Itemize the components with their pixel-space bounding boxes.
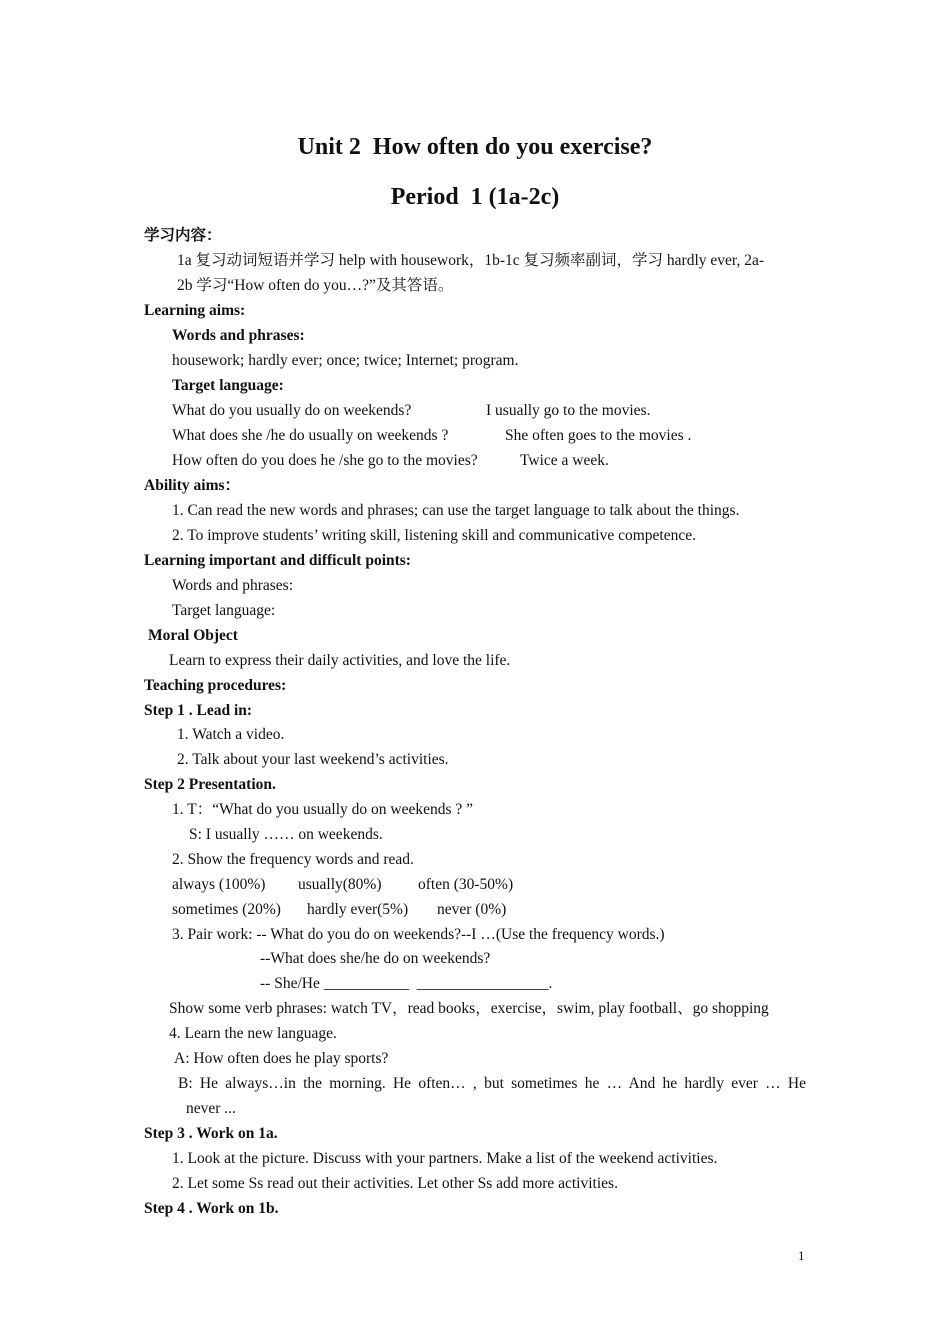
frequency-sometimes: sometimes (20%) (172, 901, 281, 918)
verb-phrases: Show some verb phrases: watch TV，read books，exercise，swim, play football、go shopping (169, 1000, 769, 1017)
content-label: 学习内容： (144, 227, 222, 244)
step2-item-1: 1. T：“What do you usually do on weekends ? ” (172, 801, 474, 818)
step2-item-2: 2. Show the frequency words and read. (172, 851, 414, 868)
target-question-2: What does she /he do usually on weekends ? (172, 427, 449, 444)
step1-heading: Step 1 . Lead in: (144, 702, 253, 719)
important-points-heading: Learning important and difficult points: (144, 552, 411, 569)
step4-heading: Step 4 . Work on 1b. (144, 1200, 279, 1217)
learning-aims-heading: Learning aims: (144, 302, 246, 319)
step2-item-4-b: B: He always…in the morning. He often… , but sometimes he … And he hardly ever … He (178, 1075, 806, 1092)
frequency-often: often (30-50%) (418, 876, 514, 893)
ability-aim-2: 2. To improve students’ writing skill, listening skill and communicative competence. (172, 527, 696, 544)
step2-item-3-question: --What does she/he do on weekends? (260, 950, 491, 967)
frequency-always: always (100%) (172, 876, 266, 893)
document-title: Unit 2 How often do you exercise? (297, 134, 653, 160)
content-line-1: 1a 复习动词短语并学习 help with housework，1b-1c 复习频率副词，学习 hardly ever, 2a- (177, 252, 764, 269)
step2-item-4-c: never ... (186, 1100, 236, 1117)
step2-heading: Step 2 Presentation. (144, 776, 276, 793)
content-line-2: 2b 学习“How often do you…?”及其答语。 (177, 277, 454, 294)
step2-item-3: 3. Pair work: -- What do you do on weekends?--I …(Use the frequency words.) (172, 926, 665, 943)
step3-item-2: 2. Let some Ss read out their activities. Let other Ss add more activities. (172, 1175, 618, 1192)
frequency-usually: usually(80%) (298, 876, 382, 893)
step3-heading: Step 3 . Work on 1a. (144, 1125, 278, 1142)
ability-aim-1: 1. Can read the new words and phrases; can use the target language to talk about the things. (172, 502, 740, 519)
frequency-hardly-ever: hardly ever(5%) (307, 901, 409, 918)
important-target: Target language: (172, 602, 276, 619)
ability-aims-heading: Ability aims： (144, 477, 241, 494)
words-phrases-heading: Words and phrases: (172, 327, 305, 344)
target-answer-2: She often goes to the movies . (505, 427, 692, 444)
target-question-3: How often do you does he /she go to the movies? (172, 452, 478, 469)
words-list: housework; hardly ever; once; twice; Internet; program. (172, 352, 519, 369)
teaching-procedures-heading: Teaching procedures: (144, 677, 287, 694)
moral-object-heading: Moral Object (148, 627, 238, 644)
target-answer-1: I usually go to the movies. (486, 402, 651, 419)
frequency-never: never (0%) (437, 901, 507, 918)
target-language-heading: Target language: (172, 377, 284, 394)
step2-item-4: 4. Learn the new language. (169, 1025, 337, 1042)
step3-item-1: 1. Look at the picture. Discuss with your partners. Make a list of the weekend activities. (172, 1150, 718, 1167)
step1-item-2: 2. Talk about your last weekend’s activities. (177, 751, 449, 768)
step1-item-1: 1. Watch a video. (177, 726, 285, 743)
target-answer-3: Twice a week. (520, 452, 609, 469)
target-question-1: What do you usually do on weekends? (172, 402, 412, 419)
step2-item-3-answer: -- She/He ___________ _________________. (260, 975, 553, 992)
important-words: Words and phrases: (172, 577, 294, 594)
step2-item-4-a: A: How often does he play sports? (174, 1050, 389, 1067)
period-subtitle: Period 1 (1a-2c) (390, 184, 560, 210)
page-number: 1 (798, 1248, 805, 1263)
step2-item-1-response: S: I usually …… on weekends. (189, 826, 383, 843)
moral-text: Learn to express their daily activities, and love the life. (169, 652, 511, 669)
